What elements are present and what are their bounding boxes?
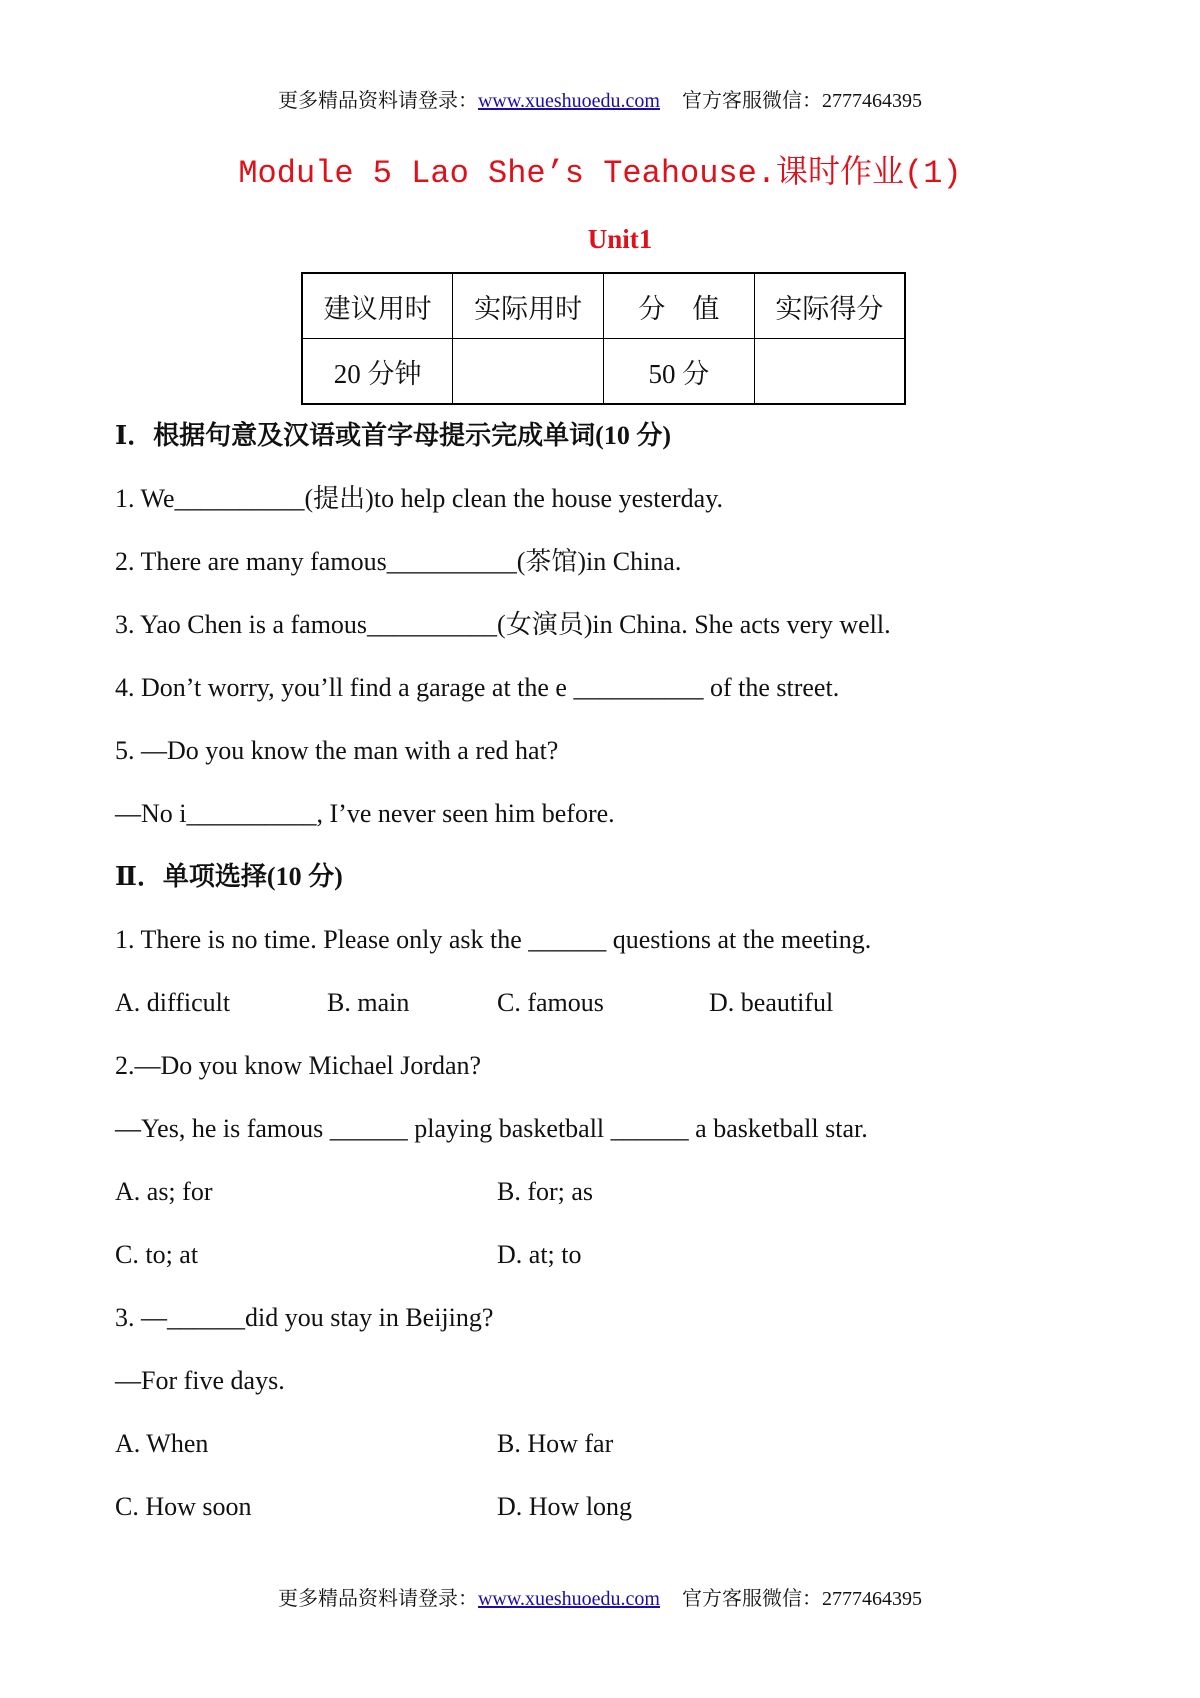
page-footer <box>0 1587 1200 1611</box>
s2-q2-option-b: B. for; as <box>497 1177 594 1206</box>
footer-service: 官方客服微信：2777464395 <box>682 1588 922 1610</box>
unit-subtitle: Unit1 <box>587 224 653 254</box>
section2-heading: Ⅱ．单项选择(10 分) <box>115 862 343 891</box>
score-value: 50 分 <box>604 339 755 405</box>
s1-question-1: 1. We__________(提出)to help clean the house yesterday. <box>115 484 724 513</box>
actual-score-value[interactable] <box>754 339 905 405</box>
header-service: 官方客服微信：2777464395 <box>682 90 922 112</box>
header-site-link[interactable]: www.xueshuoedu.com <box>477 90 660 112</box>
s2-q2-option-c: C. to; at <box>115 1240 199 1269</box>
s2-q3-option-d: D. How long <box>497 1492 633 1521</box>
suggested-time-value: 20 分钟 <box>302 339 453 405</box>
s2-q1-option-b: B. main <box>327 988 410 1017</box>
score-table-value-row <box>302 339 905 405</box>
s1-question-4: 4. Don’t worry, you’ll find a garage at the e __________ of the street. <box>115 673 840 702</box>
actual-time-value[interactable] <box>453 339 604 405</box>
score-table <box>301 272 906 405</box>
actual-score-header: 实际得分 <box>754 273 905 339</box>
s2-q2-option-d: D. at; to <box>497 1240 582 1269</box>
s2-q3-option-c: C. How soon <box>115 1492 252 1521</box>
suggested-time-header: 建议用时 <box>302 273 453 339</box>
s1-question-3: 3. Yao Chen is a famous__________(女演员)in China. She acts very well. <box>115 610 891 639</box>
footer-site-link[interactable]: www.xueshuoedu.com <box>477 1588 660 1610</box>
s2-q3-option-b: B. How far <box>497 1429 614 1458</box>
worksheet-title: Module 5 Lao She’s Teahouse.课时作业(1) <box>238 155 962 192</box>
s2-q1-option-c: C. famous <box>497 988 604 1017</box>
s2-q3-option-a: A. When <box>115 1429 209 1458</box>
s1-question-5-reply: —No i__________, I’ve never seen him before. <box>115 799 615 828</box>
s2-q2-option-a: A. as; for <box>115 1177 213 1206</box>
s2-q1-stem: 1. There is no time. Please only ask the ______ questions at the meeting. <box>115 925 872 954</box>
s2-q2-stem: 2.—Do you know Michael Jordan? <box>115 1051 482 1080</box>
footer-prefix: 更多精品资料请登录： <box>277 1588 478 1610</box>
s1-question-5: 5. —Do you know the man with a red hat? <box>115 736 559 765</box>
score-table-header-row <box>302 273 905 339</box>
s2-q1-option-a: A. difficult <box>115 988 231 1017</box>
s2-q3-reply: —For five days. <box>115 1366 285 1395</box>
section1-heading: Ⅰ．根据句意及汉语或首字母提示完成单词(10 分) <box>115 421 671 450</box>
page-header <box>0 89 1200 113</box>
s2-q1-option-d: D. beautiful <box>709 988 834 1017</box>
actual-time-header: 实际用时 <box>453 273 604 339</box>
score-value-header: 分 值 <box>604 273 755 339</box>
s2-q3-stem: 3. —______did you stay in Beijing? <box>115 1303 494 1332</box>
s1-question-2: 2. There are many famous__________(茶馆)in China. <box>115 547 682 576</box>
s2-q2-reply: —Yes, he is famous ______ playing basketball ______ a basketball star. <box>115 1114 868 1143</box>
header-prefix: 更多精品资料请登录： <box>277 90 478 112</box>
